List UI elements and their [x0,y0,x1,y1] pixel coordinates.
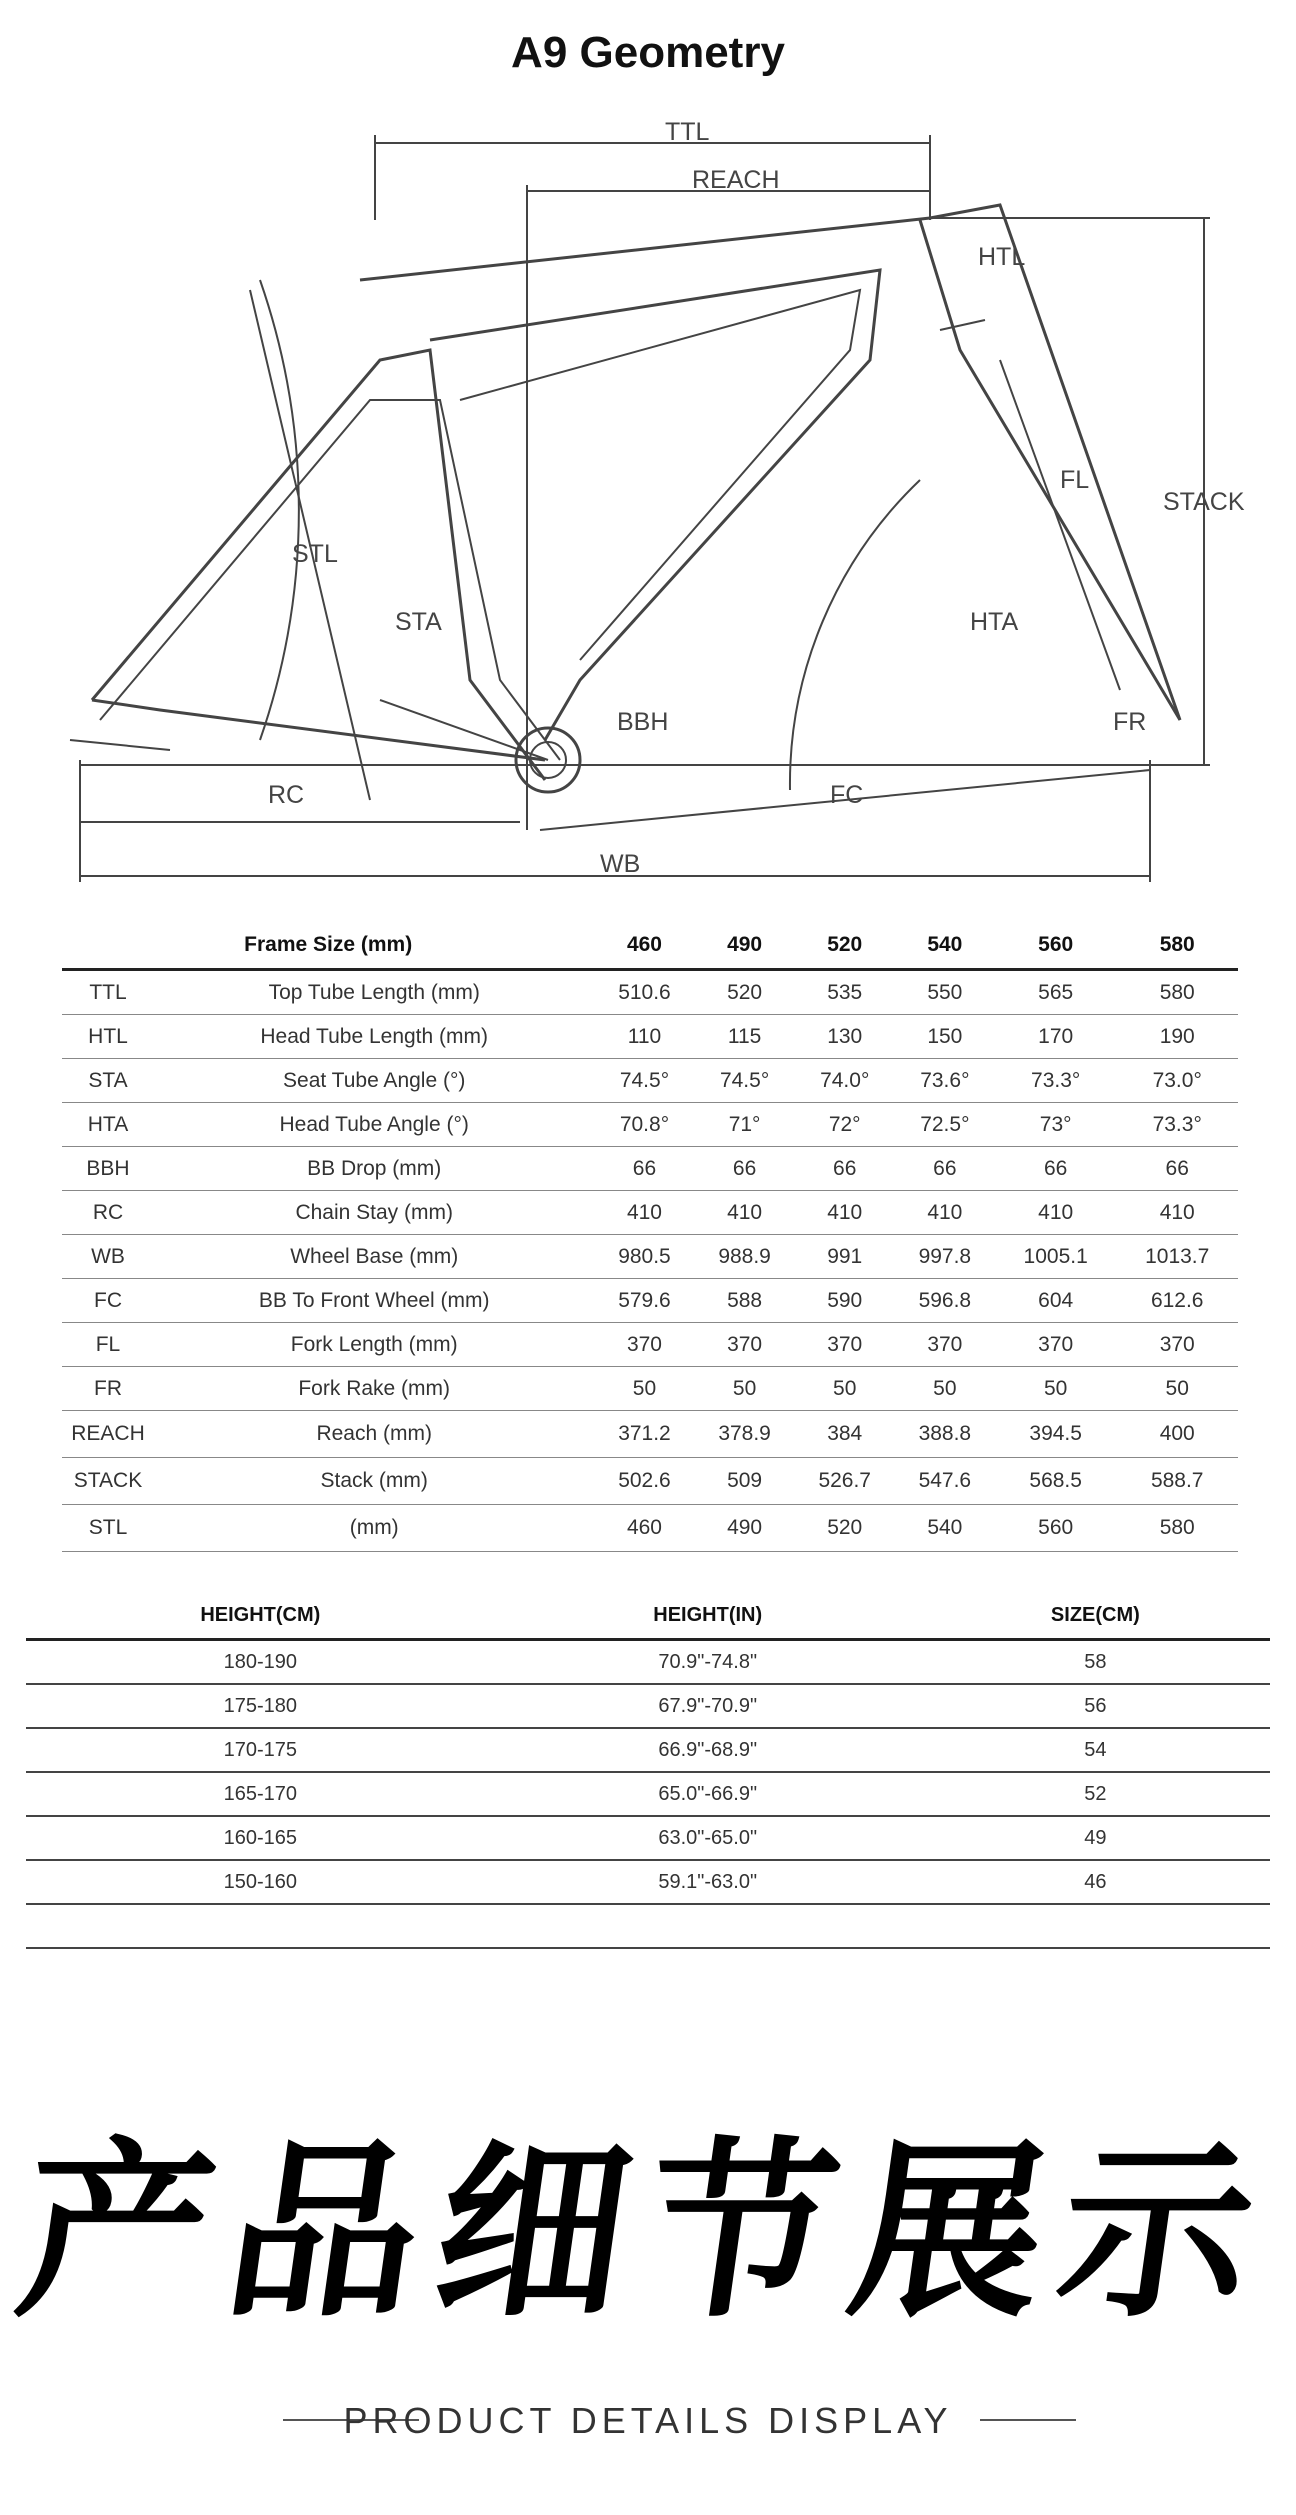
row-value: 550 [895,970,995,1015]
row-code: FR [62,1367,154,1411]
row-name: Wheel Base (mm) [154,1235,594,1279]
row-value: 997.8 [895,1235,995,1279]
row-name: Head Tube Angle (°) [154,1103,594,1147]
row-value: 370 [594,1323,694,1367]
geometry-row [62,1059,1238,1103]
row-name: Reach (mm) [154,1411,594,1458]
row-value: 580 [1116,1505,1238,1552]
row-value: 50 [995,1367,1117,1411]
height-cm-cell: 170-175 [26,1728,495,1772]
row-value: 410 [594,1191,694,1235]
row-value: 509 [695,1458,795,1505]
row-name: Head Tube Length (mm) [154,1015,594,1059]
row-value: 604 [995,1279,1117,1323]
row-value: 50 [695,1367,795,1411]
geometry-row [62,1235,1238,1279]
row-value: 579.6 [594,1279,694,1323]
size-cm-cell: 49 [921,1816,1270,1860]
row-code: RC [62,1191,154,1235]
row-value: 568.5 [995,1458,1117,1505]
row-value: 66 [1116,1147,1238,1191]
height-cm-cell: 180-190 [26,1640,495,1685]
size-cm-cell: 58 [921,1640,1270,1685]
size-header: 540 [895,922,995,970]
geometry-row [62,1367,1238,1411]
row-value: 74.5° [695,1059,795,1103]
row-value: 540 [895,1505,995,1552]
size-chart-row [26,1904,1270,1948]
row-value: 66 [795,1147,895,1191]
geometry-row [62,970,1238,1015]
row-value: 1005.1 [995,1235,1117,1279]
row-value: 370 [1116,1323,1238,1367]
row-value: 590 [795,1279,895,1323]
label-ttl: TTL [665,118,710,146]
row-value: 72° [795,1103,895,1147]
row-value: 988.9 [695,1235,795,1279]
geometry-row [62,1458,1238,1505]
size-cm-cell: 56 [921,1684,1270,1728]
size-header: 560 [995,922,1117,970]
row-value: 410 [795,1191,895,1235]
row-code: HTL [62,1015,154,1059]
size-cm-cell: 54 [921,1728,1270,1772]
row-value: 73.3° [995,1059,1117,1103]
height-in-cell: 59.1"-63.0" [495,1860,921,1904]
row-name: BB Drop (mm) [154,1147,594,1191]
english-banner [0,2395,1296,2445]
geometry-header-row [62,922,1238,970]
geometry-row [62,1411,1238,1458]
row-name: Fork Rake (mm) [154,1367,594,1411]
row-value: 50 [895,1367,995,1411]
row-value: 991 [795,1235,895,1279]
label-stl: STL [292,540,338,568]
row-name: Fork Length (mm) [154,1323,594,1367]
label-fl: FL [1060,466,1090,494]
row-value: 502.6 [594,1458,694,1505]
row-value: 150 [895,1015,995,1059]
size-chart-row [26,1640,1270,1685]
size-chart-row [26,1860,1270,1904]
geometry-row [62,1103,1238,1147]
frame-size-header: Frame Size (mm) [62,922,594,970]
height-in-header: HEIGHT(IN) [495,1592,921,1640]
size-chart-row [26,1772,1270,1816]
row-value: 66 [995,1147,1117,1191]
height-cm-cell [26,1904,495,1948]
row-name: BB To Front Wheel (mm) [154,1279,594,1323]
geometry-row [62,1147,1238,1191]
label-fr: FR [1113,708,1147,736]
row-value: 410 [895,1191,995,1235]
row-value: 460 [594,1505,694,1552]
row-code: STL [62,1505,154,1552]
row-value: 596.8 [895,1279,995,1323]
row-value: 526.7 [795,1458,895,1505]
row-value: 370 [895,1323,995,1367]
geometry-row [62,1505,1238,1552]
row-value: 73.3° [1116,1103,1238,1147]
row-value: 74.0° [795,1059,895,1103]
row-value: 410 [695,1191,795,1235]
size-header: 490 [695,922,795,970]
geometry-row [62,1279,1238,1323]
row-value: 520 [695,970,795,1015]
size-header: 580 [1116,922,1238,970]
row-value: 378.9 [695,1411,795,1458]
row-value: 70.8° [594,1103,694,1147]
size-chart-row [26,1684,1270,1728]
row-name: (mm) [154,1505,594,1552]
row-value: 190 [1116,1015,1238,1059]
chinese-banner-title: 产品细节展示 [6,2120,1286,2343]
label-wb: WB [600,850,641,878]
height-in-cell: 66.9"-68.9" [495,1728,921,1772]
row-name: Seat Tube Angle (°) [154,1059,594,1103]
row-value: 71° [695,1103,795,1147]
geometry-row [62,1191,1238,1235]
english-banner-title: PRODUCT DETAILS DISPLAY [343,2400,953,2441]
row-value: 74.5° [594,1059,694,1103]
row-code: TTL [62,970,154,1015]
row-value: 490 [695,1505,795,1552]
height-cm-cell: 160-165 [26,1816,495,1860]
row-value: 170 [995,1015,1117,1059]
row-value: 400 [1116,1411,1238,1458]
row-value: 410 [995,1191,1117,1235]
size-cm-cell: 46 [921,1860,1270,1904]
geometry-table [62,922,1238,1552]
row-value: 50 [594,1367,694,1411]
row-value: 370 [995,1323,1117,1367]
size-header: 520 [795,922,895,970]
row-value: 520 [795,1505,895,1552]
size-chart-header-row [26,1592,1270,1640]
row-code: STA [62,1059,154,1103]
row-value: 50 [795,1367,895,1411]
height-cm-cell: 165-170 [26,1772,495,1816]
row-value: 588 [695,1279,795,1323]
row-value: 371.2 [594,1411,694,1458]
label-stack: STACK [1163,488,1245,516]
row-value: 73.0° [1116,1059,1238,1103]
row-value: 565 [995,970,1117,1015]
row-value: 388.8 [895,1411,995,1458]
label-reach: REACH [692,166,780,194]
row-name: Top Tube Length (mm) [154,970,594,1015]
row-code: HTA [62,1103,154,1147]
geometry-row [62,1323,1238,1367]
row-value: 547.6 [895,1458,995,1505]
row-value: 384 [795,1411,895,1458]
frame-geometry-diagram [0,100,1296,900]
label-htl: HTL [978,243,1026,271]
size-cm-cell: 52 [921,1772,1270,1816]
size-chart-row [26,1728,1270,1772]
row-code: STACK [62,1458,154,1505]
row-code: FC [62,1279,154,1323]
row-value: 50 [1116,1367,1238,1411]
label-rc: RC [268,781,305,809]
size-cm-header: SIZE(CM) [921,1592,1270,1640]
row-value: 580 [1116,970,1238,1015]
height-in-cell: 63.0"-65.0" [495,1816,921,1860]
row-value: 130 [795,1015,895,1059]
row-value: 66 [695,1147,795,1191]
row-name: Chain Stay (mm) [154,1191,594,1235]
label-sta: STA [395,608,442,636]
height-in-cell: 70.9"-74.8" [495,1640,921,1685]
geometry-row [62,1015,1238,1059]
size-chart-row [26,1816,1270,1860]
size-cm-cell [921,1904,1270,1948]
height-cm-cell: 175-180 [26,1684,495,1728]
label-bbh: BBH [617,708,669,736]
row-value: 110 [594,1015,694,1059]
height-cm-header: HEIGHT(CM) [26,1592,495,1640]
row-value: 370 [795,1323,895,1367]
row-code: WB [62,1235,154,1279]
label-fc: FC [830,781,864,809]
row-value: 510.6 [594,970,694,1015]
row-value: 980.5 [594,1235,694,1279]
height-in-cell: 65.0"-66.9" [495,1772,921,1816]
row-value: 612.6 [1116,1279,1238,1323]
label-hta: HTA [970,608,1019,636]
row-value: 73° [995,1103,1117,1147]
height-in-cell: 67.9"-70.9" [495,1684,921,1728]
row-value: 72.5° [895,1103,995,1147]
row-value: 535 [795,970,895,1015]
height-cm-cell: 150-160 [26,1860,495,1904]
row-value: 115 [695,1015,795,1059]
height-in-cell [495,1904,921,1948]
row-value: 66 [895,1147,995,1191]
row-name: Stack (mm) [154,1458,594,1505]
row-value: 410 [1116,1191,1238,1235]
row-code: REACH [62,1411,154,1458]
size-header: 460 [594,922,694,970]
row-value: 588.7 [1116,1458,1238,1505]
row-value: 66 [594,1147,694,1191]
page-title: A9 Geometry [511,28,785,77]
row-code: BBH [62,1147,154,1191]
row-code: FL [62,1323,154,1367]
row-value: 1013.7 [1116,1235,1238,1279]
row-value: 73.6° [895,1059,995,1103]
row-value: 394.5 [995,1411,1117,1458]
row-value: 370 [695,1323,795,1367]
row-value: 560 [995,1505,1117,1552]
size-chart-table [26,1592,1270,1949]
